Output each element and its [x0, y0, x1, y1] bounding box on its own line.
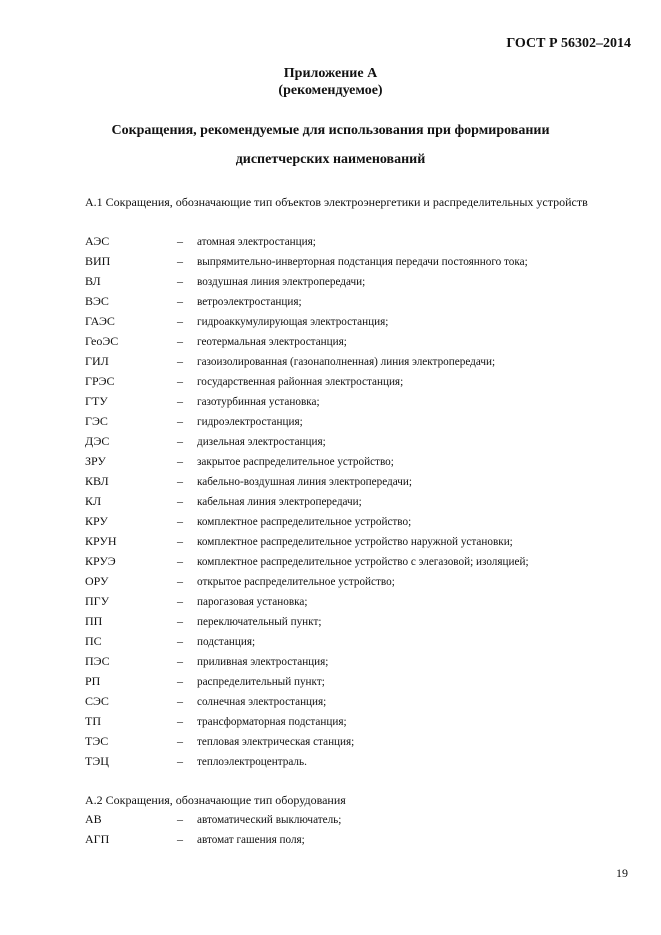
definition: кабельная линия электропередачи;: [197, 496, 362, 508]
abbreviation-row: [85, 431, 625, 451]
abbreviation: КРУН: [85, 534, 117, 548]
abbreviation: ГАЭС: [85, 314, 115, 328]
abbreviation: ОРУ: [85, 574, 109, 588]
abbreviation-row: [85, 531, 625, 551]
dash: –: [177, 634, 183, 648]
definition: комплектное распределительное устройство;: [197, 516, 412, 528]
dash: –: [177, 574, 183, 588]
definition: газоизолированная (газонаполненная) линия электропередачи;: [197, 356, 496, 368]
dash: –: [177, 274, 183, 288]
dash: –: [177, 254, 183, 268]
definition: газотурбинная установка;: [197, 396, 320, 408]
heading-line-1: Сокращения, рекомендуемые для использования при формировании: [111, 123, 550, 138]
dash: –: [177, 314, 183, 328]
definition: приливная электростанция;: [197, 656, 329, 668]
page-number: 19: [616, 866, 628, 880]
dash: –: [177, 474, 183, 488]
section-a2-list: [85, 809, 625, 849]
dash: –: [177, 674, 183, 688]
abbreviation: ГЭС: [85, 414, 108, 428]
definition: атомная электростанция;: [197, 236, 316, 248]
definition: распределительный пункт;: [197, 676, 325, 688]
dash: –: [177, 654, 183, 668]
definition: ветроэлектростанция;: [197, 296, 302, 308]
abbreviation-row: [85, 631, 625, 651]
dash: –: [177, 812, 183, 826]
heading-line-2: диспетчерских наименований: [235, 152, 426, 167]
definition: кабельно-воздушная линия электропередачи;: [197, 476, 412, 488]
abbreviation: ПГУ: [85, 594, 110, 608]
dash: –: [177, 394, 183, 408]
abbreviation: КВЛ: [85, 474, 109, 488]
appendix-title-block: [0, 65, 661, 99]
dash: –: [177, 754, 183, 768]
definition: геотермальная электростанция;: [197, 336, 347, 348]
abbreviation: ВЛ: [85, 274, 101, 288]
abbreviation: АВ: [85, 812, 102, 826]
abbreviation: ГеоЭС: [85, 334, 119, 348]
abbreviation: ТЭЦ: [85, 754, 109, 768]
abbreviation: ПП: [85, 614, 103, 628]
dash: –: [177, 434, 183, 448]
abbreviation-row: [85, 511, 625, 531]
definition: воздушная линия электропередачи;: [197, 276, 366, 288]
dash: –: [177, 514, 183, 528]
abbreviation: ДЭС: [85, 434, 110, 448]
abbreviation-row: [85, 411, 625, 431]
definition: открытое распределительное устройство;: [197, 576, 395, 588]
definition: гидроаккумулирующая электростанция;: [197, 316, 389, 328]
abbreviation: КРУЭ: [85, 554, 116, 568]
dash: –: [177, 334, 183, 348]
dash: –: [177, 414, 183, 428]
definition: комплектное распределительное устройство наружной установки;: [197, 536, 513, 548]
section-a1-intro: А.1 Сокращения, обозначающие тип объектов электроэнергетики и распределительных устройств: [85, 195, 588, 209]
abbreviation: ПЭС: [85, 654, 110, 668]
abbreviation: ГРЭС: [85, 374, 115, 388]
abbreviation: КЛ: [85, 494, 102, 508]
abbreviation-row: [85, 231, 625, 251]
abbreviation-row: [85, 809, 625, 829]
abbreviation-row: [85, 291, 625, 311]
definition: солнечная электростанция;: [197, 696, 327, 708]
abbreviation: ТЭС: [85, 734, 109, 748]
section-heading: [0, 116, 661, 174]
abbreviation: КРУ: [85, 514, 108, 528]
abbreviation: ПС: [85, 634, 102, 648]
abbreviation: ГТУ: [85, 394, 108, 408]
dash: –: [177, 354, 183, 368]
dash: –: [177, 554, 183, 568]
abbreviation-row: [85, 591, 625, 611]
dash: –: [177, 534, 183, 548]
definition: автоматический выключатель;: [197, 814, 342, 826]
definition: парогазовая установка;: [197, 596, 308, 608]
abbreviation: ЗРУ: [85, 454, 106, 468]
dash: –: [177, 714, 183, 728]
dash: –: [177, 614, 183, 628]
definition: теплоэлектроцентраль.: [197, 756, 307, 768]
definition: государственная районная электростанция;: [197, 376, 404, 388]
abbreviation-row: [85, 571, 625, 591]
appendix-title: Приложение А: [283, 66, 378, 81]
abbreviation: АЭС: [85, 234, 110, 248]
abbreviation: ВЭС: [85, 294, 109, 308]
abbreviation: СЭС: [85, 694, 109, 708]
definition: трансформаторная подстанция;: [197, 716, 347, 728]
dash: –: [177, 294, 183, 308]
section-a1-list: [85, 231, 625, 771]
dash: –: [177, 494, 183, 508]
abbreviation: АГП: [85, 832, 110, 846]
abbreviation: ГИЛ: [85, 354, 109, 368]
abbreviation-row: [85, 651, 625, 671]
definition: закрытое распределительное устройство;: [197, 456, 394, 468]
abbreviation: РП: [85, 674, 101, 688]
abbreviation-row: [85, 251, 625, 271]
definition: подстанция;: [197, 636, 256, 648]
document-code: ГОСТ Р 56302–2014: [506, 36, 631, 51]
abbreviation-row: [85, 311, 625, 331]
dash: –: [177, 234, 183, 248]
abbreviation: ВИП: [85, 254, 111, 268]
abbreviation-row: [85, 351, 625, 371]
definition: выпрямительно-инверторная подстанция передачи постоянного тока;: [197, 256, 528, 268]
abbreviation-row: [85, 331, 625, 351]
abbreviation-row: [85, 711, 625, 731]
abbreviation-row: [85, 731, 625, 751]
dash: –: [177, 374, 183, 388]
dash: –: [177, 832, 183, 846]
section-a2-intro: А.2 Сокращения, обозначающие тип оборудования: [85, 793, 346, 807]
dash: –: [177, 734, 183, 748]
dash: –: [177, 694, 183, 708]
definition: автомат гашения поля;: [197, 834, 305, 846]
abbreviation-row: [85, 611, 625, 631]
appendix-subtitle: (рекомендуемое): [278, 83, 383, 98]
abbreviation-row: [85, 451, 625, 471]
abbreviation-row: [85, 491, 625, 511]
abbreviation: ТП: [85, 714, 101, 728]
abbreviation-row: [85, 371, 625, 391]
definition: переключательный пункт;: [197, 616, 322, 628]
abbreviation-row: [85, 551, 625, 571]
definition: дизельная электростанция;: [197, 436, 326, 448]
definition: тепловая электрическая станция;: [197, 736, 355, 748]
abbreviation-row: [85, 671, 625, 691]
abbreviation-row: [85, 691, 625, 711]
definition: комплектное распределительное устройство с элегазовой; изоляцией;: [197, 556, 529, 568]
abbreviation-row: [85, 271, 625, 291]
dash: –: [177, 594, 183, 608]
abbreviation-row: [85, 471, 625, 491]
dash: –: [177, 454, 183, 468]
abbreviation-row: [85, 391, 625, 411]
abbreviation-row: [85, 751, 625, 771]
abbreviation-row: [85, 829, 625, 849]
definition: гидроэлектростанция;: [197, 416, 303, 428]
